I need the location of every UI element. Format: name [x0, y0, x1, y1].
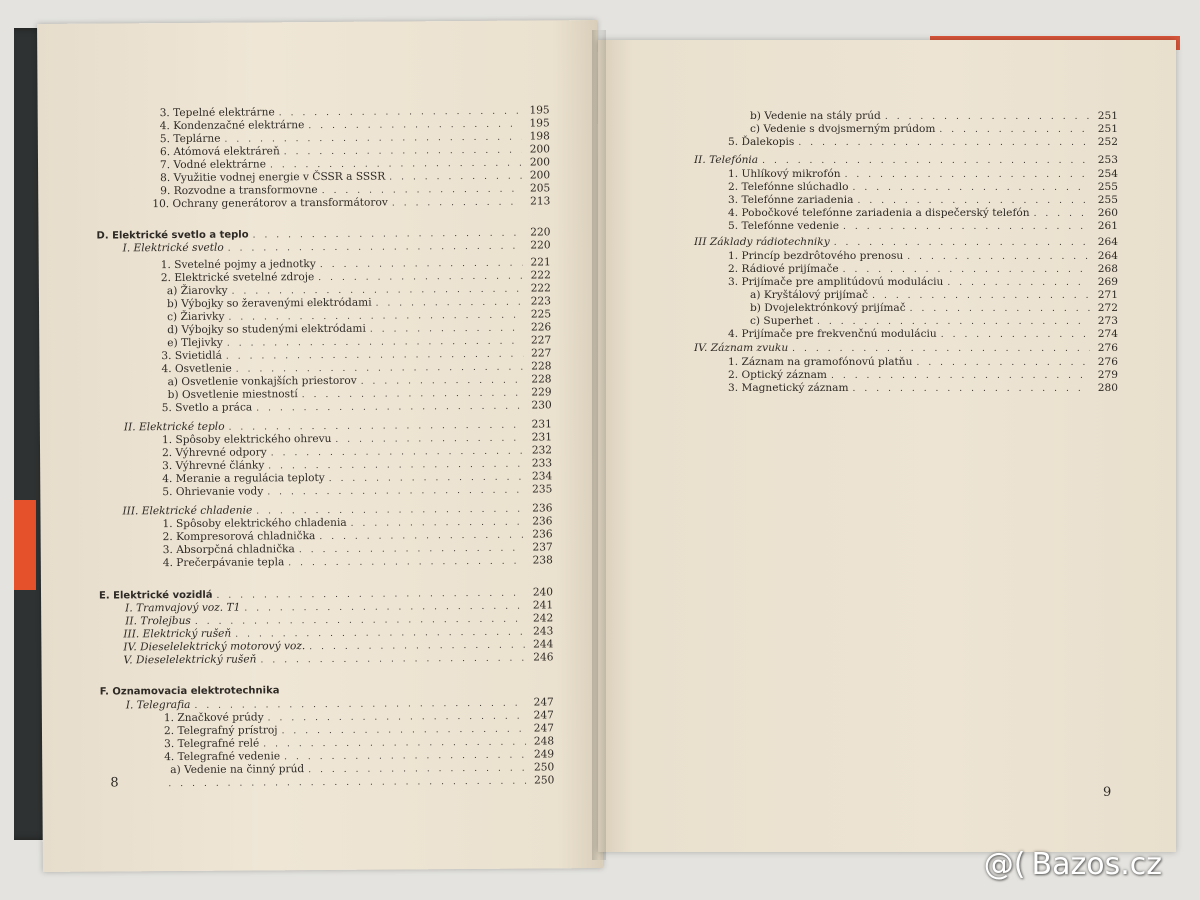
toc-entry-title: 4. Osvetlenie — [161, 362, 232, 376]
toc-entry-title: 3. Telegrafné relé — [164, 737, 260, 751]
toc-leader-dots — [872, 290, 1090, 302]
book-cover-accent — [14, 500, 36, 590]
toc-page-number: 252 — [1097, 136, 1118, 148]
toc-entry-title: c) Superhet — [750, 315, 813, 327]
toc-leader-dots — [916, 357, 1090, 369]
toc-leader-dots — [1034, 208, 1090, 220]
toc-entry-title: a) Osvetlenie vonkajších priestorov — [167, 374, 357, 389]
toc-page-number: 232 — [531, 444, 553, 457]
toc-entry — [728, 220, 1118, 233]
toc-leader-dots — [941, 329, 1090, 341]
toc-entry-title: V. Dieselelektrický rušeň — [123, 653, 257, 667]
toc-page-number: 250 — [533, 761, 555, 774]
page-number: 8 — [110, 775, 119, 791]
toc-page-number: 247 — [533, 696, 554, 709]
toc-page-number: 200 — [529, 143, 550, 156]
toc-entry-title: e) Tlejivky — [167, 336, 223, 350]
toc-page-number: 272 — [1097, 302, 1118, 314]
toc-page-number: 213 — [530, 195, 551, 208]
toc-entry-title: 4. Pobočkové telefónne zariadenia a dispečerský telefón — [728, 207, 1030, 219]
toc-entry-title: 4. Meranie a regulácia teploty — [162, 471, 325, 486]
toc-leader-dots — [853, 383, 1090, 395]
toc-leader-dots — [228, 241, 523, 255]
toc-entry-title: III Základy rádiotechniky — [694, 236, 830, 248]
toc-entry-title: 3. Výhrevné články — [162, 459, 265, 473]
toc-leader-dots — [389, 171, 522, 184]
toc-entry-title: 4. Prečerpávanie tepla — [162, 556, 285, 570]
toc-entry-title: 5. Ďalekopis — [728, 136, 795, 148]
toc-chapter — [694, 236, 1118, 249]
toc-leader-dots — [834, 237, 1090, 249]
toc-entry-title: I. Elektrické svetlo — [122, 241, 224, 255]
toc-entry — [728, 263, 1118, 276]
toc-entry-title: 4. Telegrafné vedenie — [164, 750, 281, 764]
toc-page-number: 276 — [1097, 356, 1118, 368]
toc-entry — [728, 382, 1118, 395]
toc-entry — [750, 289, 1118, 302]
toc-page-number: 269 — [1097, 276, 1118, 288]
toc-page-number: 223 — [530, 295, 552, 308]
toc-page-number: 273 — [1097, 315, 1118, 327]
toc-entry-title: E. Elektrické vozidlá — [99, 589, 213, 602]
toc-leader-dots — [845, 169, 1090, 181]
toc-entry-title: III. Elektrické chladenie — [122, 504, 253, 518]
left-toc — [37, 20, 597, 787]
toc-leader-dots — [798, 137, 1090, 149]
toc-page-number: 228 — [531, 360, 552, 373]
toc-entry-title: II. Elektrické teplo — [123, 420, 225, 434]
toc-entry-title: b) Výbojky so žeravenými elektródami — [166, 296, 372, 311]
toc-entry-title: D. Elektrické svetlo a teplo — [96, 229, 249, 242]
toc-page-number: 251 — [1097, 110, 1118, 122]
toc-entry-title: IV. Záznam zvuku — [694, 342, 789, 354]
toc-entry-title: b) Vedenie na stály prúd — [750, 110, 881, 122]
toc-page-number: 234 — [531, 470, 553, 483]
toc-page-number: 227 — [530, 334, 552, 347]
toc-page-number: 228 — [531, 373, 552, 386]
toc-page-number: 253 — [1097, 154, 1118, 166]
toc-page-number: 249 — [533, 748, 555, 761]
toc-leader-dots — [853, 182, 1091, 194]
toc-leader-dots — [288, 556, 525, 570]
toc-page-number: 274 — [1097, 328, 1118, 340]
toc-entry-title: 5. Svetlo a práca — [161, 401, 253, 415]
toc-entry — [728, 369, 1118, 382]
book-gutter — [592, 30, 606, 860]
toc-leader-dots — [885, 111, 1090, 123]
toc-page-number: 255 — [1097, 194, 1118, 206]
toc-entry-title: a) Žiarovky — [166, 284, 228, 298]
toc-page-number: 221 — [530, 256, 551, 269]
toc-page-number: 220 — [530, 239, 551, 252]
toc-entry — [162, 483, 552, 499]
toc-entry — [728, 276, 1118, 289]
toc-entry — [728, 168, 1118, 181]
toc-entry-title: 2. Výhrevné odpory — [162, 446, 267, 460]
toc-entry — [728, 356, 1118, 369]
toc-entry-title: 7. Vodné elektrárne — [159, 158, 266, 172]
toc-page-number: 243 — [533, 625, 554, 638]
toc-entry-title: 1. Svetelné pojmy a jednotky — [160, 258, 316, 272]
toc-chapter — [123, 239, 551, 255]
toc-entry-title: 2. Elektrické svetelné zdroje — [160, 271, 315, 285]
toc-entry-title: IV. Dieselelektrický motorový voz. — [123, 640, 306, 654]
left-page — [37, 20, 603, 872]
toc-entry-title: 8. Využitie vodnej energie v ČSSR a SSSR — [160, 170, 386, 185]
toc-entry-title: 1. Spôsoby elektrického ohrevu — [161, 432, 332, 447]
toc-entry-title: 2. Telegrafný prístroj — [163, 724, 278, 738]
toc-page-number: 264 — [1097, 236, 1118, 248]
toc-page-number: 248 — [533, 735, 555, 748]
toc-entry-title: a) Kryštálový prijímač — [750, 289, 869, 301]
toc-entry-title: F. Oznamovacia elektrotechnika — [99, 685, 280, 698]
toc-page-number: 237 — [532, 541, 553, 554]
toc-entry-title: 3. Magnetický záznam — [728, 382, 849, 394]
toc-page-number: 225 — [530, 308, 552, 321]
watermark — [984, 847, 1162, 882]
toc-leader-dots — [260, 653, 525, 667]
toc-entry-title: 5. Teplárne — [159, 132, 221, 146]
toc-entry-title: 2. Rádiové prijímače — [728, 263, 839, 275]
watermark-symbol: @( — [983, 847, 1026, 882]
toc-entry-title: 1. Uhlíkový mikrofón — [728, 168, 841, 180]
toc-entry-title: 2. Telefónne slúchadlo — [728, 181, 849, 193]
toc-entry-title: b) Dvojelektrónkový prijímač — [750, 302, 906, 314]
toc-leader-dots — [267, 485, 524, 499]
toc-chapter — [694, 154, 1118, 167]
toc-page-number: 222 — [530, 282, 551, 295]
toc-page-number: 247 — [533, 722, 555, 735]
toc-entry-title: d) Výbojky so studenými elektródami — [167, 322, 366, 337]
toc-page-number: 226 — [530, 321, 552, 334]
watermark-text: Bazos.cz — [1031, 847, 1162, 882]
toc-page-number: 244 — [533, 638, 554, 651]
toc-entry-title: 4. Kondenzačné elektrárne — [159, 119, 305, 133]
toc-page-number: 230 — [531, 399, 552, 412]
toc-entry — [728, 136, 1118, 149]
toc-page-number: 280 — [1097, 382, 1118, 394]
toc-entry-title: 3. Tepelné elektrárne — [159, 106, 275, 120]
toc-entry — [728, 194, 1118, 207]
toc-entry — [728, 181, 1118, 194]
toc-page-number: 236 — [532, 515, 553, 528]
toc-page-number: 235 — [532, 483, 553, 496]
toc-page-number: 236 — [532, 528, 553, 541]
toc-leader-dots — [857, 195, 1090, 207]
toc-page-number: 279 — [1097, 369, 1118, 381]
toc-page-number: 238 — [532, 554, 553, 567]
toc-entry-title: 10. Ochrany generátorov a transformátorov — [152, 196, 388, 211]
toc-entry-title: 1. Princíp bezdrôtového prenosu — [728, 250, 904, 262]
toc-entry-title: 2. Optický záznam — [728, 369, 827, 381]
toc-page-number: 222 — [530, 269, 551, 282]
toc-page-number: 251 — [1097, 123, 1118, 135]
toc-entry-title: a) Vedenie na činný prúd — [170, 763, 305, 777]
toc-page-number: 247 — [533, 709, 554, 722]
toc-page-number: 268 — [1097, 263, 1118, 275]
toc-page-number: 242 — [532, 612, 554, 625]
toc-entry — [728, 250, 1118, 263]
toc-page-number: 200 — [529, 156, 551, 169]
toc-entry — [750, 123, 1118, 136]
toc-entry — [152, 195, 550, 211]
toc-entry — [164, 774, 554, 790]
right-page — [598, 40, 1176, 852]
toc-entry — [750, 315, 1118, 328]
toc-page-number: 220 — [530, 226, 551, 239]
toc-page-number: 260 — [1097, 207, 1118, 219]
toc-leader-dots — [910, 303, 1090, 315]
toc-leader-dots — [392, 197, 523, 210]
toc-entry — [728, 207, 1118, 220]
toc-entry-title: c) Vedenie s dvojsmerným prúdom — [750, 123, 936, 135]
toc-page-number: 240 — [532, 586, 554, 599]
toc-leader-dots — [256, 401, 524, 415]
toc-entry-title: b) Osvetlenie miestností — [167, 388, 298, 402]
toc-entry — [163, 554, 553, 570]
toc-leader-dots — [370, 323, 523, 336]
toc-entry-title: II. Telefónia — [694, 154, 759, 166]
toc-entry-title: 3. Telefónne zariadenia — [728, 194, 854, 206]
toc-leader-dots — [947, 277, 1090, 289]
toc-entry-title: 6. Atómová elektráreň — [159, 145, 280, 159]
page-number: 9 — [1103, 785, 1112, 800]
toc-entry — [162, 399, 552, 415]
toc-page-number: 241 — [532, 599, 554, 612]
toc-leader-dots — [361, 375, 524, 388]
toc-leader-dots — [939, 124, 1090, 136]
toc-leader-dots — [907, 251, 1090, 263]
toc-leader-dots — [792, 343, 1090, 355]
toc-leader-dots — [376, 297, 524, 310]
toc-entry-title: 3. Svietidlá — [161, 349, 222, 363]
toc-entry-title: 1. Značkové prúdy — [163, 711, 264, 725]
toc-page-number: 227 — [531, 347, 552, 360]
toc-entry-title: III. Elektrický rušeň — [123, 627, 232, 641]
toc-entry-title: 9. Rozvodne a transformovne — [160, 184, 318, 198]
toc-leader-dots — [843, 264, 1090, 276]
toc-entry-title: I. Telegrafia — [125, 698, 191, 712]
toc-leader-dots — [168, 776, 526, 790]
toc-page-number: 250 — [534, 774, 555, 787]
toc-entry-title: 5. Telefónne vedenie — [728, 220, 840, 232]
toc-leader-dots — [843, 221, 1090, 233]
toc-page-number: 254 — [1097, 168, 1118, 180]
toc-entry-title: II. Trolejbus — [125, 614, 191, 628]
toc-page-number: 200 — [529, 169, 551, 182]
toc-entry-title: 1. Záznam na gramofónovú platňu — [728, 356, 913, 368]
toc-leader-dots — [762, 155, 1090, 167]
toc-entry-title: 5. Ohrievanie vody — [162, 485, 264, 499]
toc-entry-title: I. Tramvajový voz. T1 — [125, 601, 241, 615]
toc-page-number: 195 — [529, 104, 550, 117]
toc-chapter — [694, 342, 1118, 355]
toc-entry-title: 3. Prijímače pre amplitúdovú moduláciu — [728, 276, 944, 288]
toc-chapter — [123, 651, 553, 667]
toc-entry — [750, 302, 1118, 315]
toc-page-number: 264 — [1097, 250, 1118, 262]
toc-entry — [728, 328, 1118, 341]
toc-leader-dots — [831, 370, 1090, 382]
toc-page-number: 255 — [1097, 181, 1118, 193]
toc-page-number: 205 — [529, 182, 551, 195]
toc-page-number: 276 — [1097, 342, 1118, 354]
toc-page-number: 231 — [531, 418, 552, 431]
toc-entry — [750, 110, 1118, 123]
toc-page-number: 233 — [531, 457, 553, 470]
toc-entry-title: 4. Prijímače pre frekvenčnú moduláciu — [728, 328, 937, 340]
toc-entry-title: c) Žiarivky — [167, 310, 225, 324]
toc-page-number: 246 — [533, 651, 554, 664]
toc-page-number: 198 — [529, 130, 550, 143]
toc-page-number: 271 — [1097, 289, 1118, 301]
toc-leader-dots — [817, 316, 1090, 328]
toc-page-number: 195 — [529, 117, 550, 130]
toc-entry-title: 2. Kompresorová chladnička — [162, 530, 316, 544]
toc-entry-title: 1. Spôsoby elektrického chladenia — [162, 516, 347, 531]
toc-page-number: 261 — [1097, 220, 1118, 232]
toc-page-number: 229 — [531, 386, 552, 399]
toc-page-number: 231 — [531, 431, 552, 444]
toc-entry-title: 3. Absorpčná chladnička — [162, 543, 295, 557]
toc-page-number: 236 — [532, 502, 553, 515]
